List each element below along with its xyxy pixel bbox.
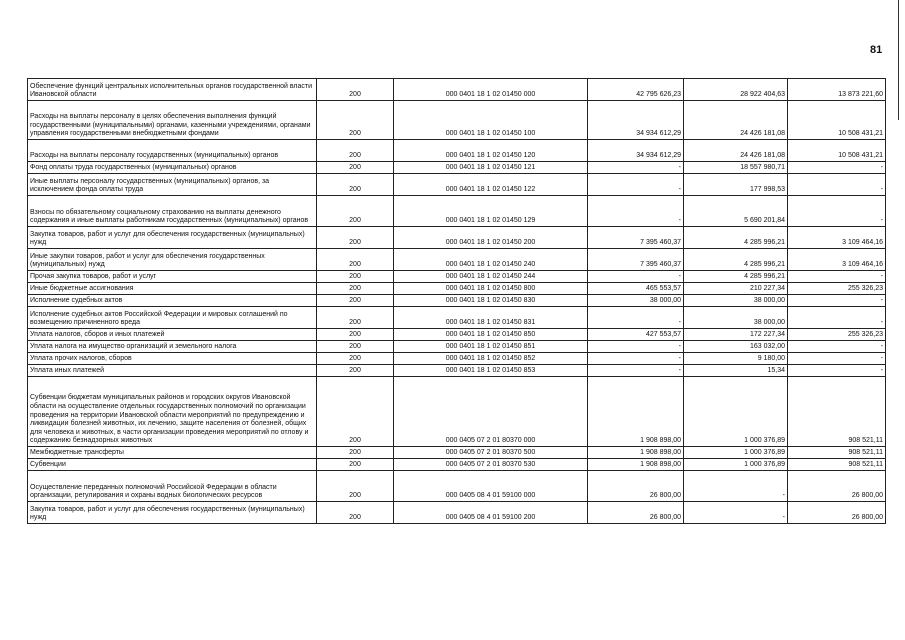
executed-amount: 210 227,34 — [684, 283, 788, 295]
line-code: 200 — [317, 79, 394, 101]
unexecuted-amount: 10 508 431,21 — [788, 140, 886, 162]
executed-amount: 28 922 404,63 — [684, 79, 788, 101]
expenditure-name: Фонд оплаты труда государственных (муниципальных) органов — [28, 162, 317, 174]
approved-amount: 42 795 626,23 — [588, 79, 684, 101]
table-row — [28, 162, 886, 174]
table-row — [28, 447, 886, 459]
table-row — [28, 329, 886, 341]
line-code: 200 — [317, 249, 394, 271]
expenditure-name: Исполнение судебных актов Российской Федерации и мировых соглашений по возмещению причиненного вреда — [28, 307, 317, 329]
budget-classification-code: 000 0401 18 1 02 01450 200 — [394, 227, 588, 249]
budget-classification-code: 000 0401 18 1 02 01450 100 — [394, 101, 588, 140]
table-row — [28, 271, 886, 283]
unexecuted-amount: - — [788, 271, 886, 283]
unexecuted-amount: 908 521,11 — [788, 459, 886, 471]
line-code: 200 — [317, 140, 394, 162]
line-code: 200 — [317, 162, 394, 174]
approved-amount: 465 553,57 — [588, 283, 684, 295]
unexecuted-amount: 255 326,23 — [788, 329, 886, 341]
unexecuted-amount: - — [788, 307, 886, 329]
expenditure-name: Закупка товаров, работ и услуг для обеспечения государственных (муниципальных) нужд — [28, 227, 317, 249]
expenditure-name: Расходы на выплаты персоналу в целях обеспечения выполнения функций государственными (муниципальными) органами, казенными учреждениями, органами управления государственными внебюджетными фондами — [28, 101, 317, 140]
line-code: 200 — [317, 271, 394, 283]
budget-classification-code: 000 0401 18 1 02 01450 850 — [394, 329, 588, 341]
line-code: 200 — [317, 502, 394, 524]
expenditure-name: Закупка товаров, работ и услуг для обеспечения государственных (муниципальных) нужд — [28, 502, 317, 524]
table-row — [28, 174, 886, 196]
table-row — [28, 101, 886, 140]
budget-classification-code: 000 0401 18 1 02 01450 800 — [394, 283, 588, 295]
approved-amount: - — [588, 365, 684, 377]
budget-classification-code: 000 0401 18 1 02 01450 851 — [394, 341, 588, 353]
budget-classification-code: 000 0401 18 1 02 01450 831 — [394, 307, 588, 329]
approved-amount: 26 800,00 — [588, 471, 684, 502]
expenditure-name: Субвенции — [28, 459, 317, 471]
budget-classification-code: 000 0401 18 1 02 01450 121 — [394, 162, 588, 174]
page-number: 81 — [870, 44, 883, 56]
executed-amount: 24 426 181,08 — [684, 140, 788, 162]
expenditure-name: Иные выплаты персоналу государственных (муниципальных) органов, за исключением фонда оплаты труда — [28, 174, 317, 196]
expenditure-name: Уплата иных платежей — [28, 365, 317, 377]
unexecuted-amount: - — [788, 196, 886, 227]
line-code: 200 — [317, 471, 394, 502]
unexecuted-amount: 255 326,23 — [788, 283, 886, 295]
table-row — [28, 353, 886, 365]
approved-amount: 1 908 898,00 — [588, 459, 684, 471]
unexecuted-amount: - — [788, 353, 886, 365]
line-code: 200 — [317, 459, 394, 471]
budget-classification-code: 000 0405 07 2 01 80370 500 — [394, 447, 588, 459]
unexecuted-amount: - — [788, 365, 886, 377]
executed-amount: 18 557 980,71 — [684, 162, 788, 174]
executed-amount: 177 998,53 — [684, 174, 788, 196]
executed-amount: 15,34 — [684, 365, 788, 377]
line-code: 200 — [317, 307, 394, 329]
approved-amount: 7 395 460,37 — [588, 227, 684, 249]
approved-amount: - — [588, 307, 684, 329]
budget-classification-code: 000 0401 18 1 02 01450 122 — [394, 174, 588, 196]
table-row — [28, 249, 886, 271]
budget-classification-code: 000 0401 18 1 02 01450 000 — [394, 79, 588, 101]
unexecuted-amount: 3 109 464,16 — [788, 249, 886, 271]
line-code: 200 — [317, 353, 394, 365]
unexecuted-amount: - — [788, 162, 886, 174]
unexecuted-amount: 10 508 431,21 — [788, 101, 886, 140]
expenditure-name: Уплата налога на имущество организаций и земельного налога — [28, 341, 317, 353]
executed-amount: 9 180,00 — [684, 353, 788, 365]
unexecuted-amount: 26 800,00 — [788, 471, 886, 502]
approved-amount: 26 800,00 — [588, 502, 684, 524]
unexecuted-amount: 13 873 221,60 — [788, 79, 886, 101]
expenditure-name: Иные бюджетные ассигнования — [28, 283, 317, 295]
executed-amount: 38 000,00 — [684, 307, 788, 329]
table-row — [28, 365, 886, 377]
expenditure-name: Прочая закупка товаров, работ и услуг — [28, 271, 317, 283]
approved-amount: - — [588, 174, 684, 196]
approved-amount: - — [588, 196, 684, 227]
approved-amount: 1 908 898,00 — [588, 377, 684, 447]
budget-classification-code: 000 0401 18 1 02 01450 852 — [394, 353, 588, 365]
approved-amount: 38 000,00 — [588, 295, 684, 307]
line-code: 200 — [317, 377, 394, 447]
budget-classification-code: 000 0401 18 1 02 01450 129 — [394, 196, 588, 227]
executed-amount: 4 285 996,21 — [684, 249, 788, 271]
budget-classification-code: 000 0405 07 2 01 80370 530 — [394, 459, 588, 471]
unexecuted-amount: 908 521,11 — [788, 447, 886, 459]
table-row — [28, 459, 886, 471]
executed-amount: 4 285 996,21 — [684, 271, 788, 283]
table-body — [28, 79, 886, 524]
budget-classification-code: 000 0405 08 4 01 59100 200 — [394, 502, 588, 524]
expenditure-name: Осуществление переданных полномочий Российской Федерации в области организации, регулирования и охраны водных биологических ресурсов — [28, 471, 317, 502]
expenditure-name: Межбюджетные трансферты — [28, 447, 317, 459]
budget-classification-code: 000 0405 08 4 01 59100 000 — [394, 471, 588, 502]
expenditure-name: Иные закупки товаров, работ и услуг для обеспечения государственных (муниципальных) нужд — [28, 249, 317, 271]
unexecuted-amount: 3 109 464,16 — [788, 227, 886, 249]
approved-amount: - — [588, 341, 684, 353]
table-row — [28, 502, 886, 524]
approved-amount: - — [588, 353, 684, 365]
line-code: 200 — [317, 101, 394, 140]
line-code: 200 — [317, 295, 394, 307]
executed-amount: 4 285 996,21 — [684, 227, 788, 249]
margin-line — [898, 0, 899, 120]
line-code: 200 — [317, 447, 394, 459]
executed-amount: 172 227,34 — [684, 329, 788, 341]
budget-classification-code: 000 0401 18 1 02 01450 244 — [394, 271, 588, 283]
table-row — [28, 196, 886, 227]
table-row — [28, 295, 886, 307]
table-row — [28, 283, 886, 295]
expenditure-name: Исполнение судебных актов — [28, 295, 317, 307]
approved-amount: - — [588, 162, 684, 174]
expenditure-name: Расходы на выплаты персоналу государственных (муниципальных) органов — [28, 140, 317, 162]
table-row — [28, 140, 886, 162]
expenditure-name: Уплата налогов, сборов и иных платежей — [28, 329, 317, 341]
table-row — [28, 471, 886, 502]
unexecuted-amount: - — [788, 341, 886, 353]
budget-classification-code: 000 0401 18 1 02 01450 120 — [394, 140, 588, 162]
executed-amount: 5 690 201,84 — [684, 196, 788, 227]
table-row — [28, 377, 886, 447]
budget-execution-table — [27, 78, 886, 524]
table-row — [28, 341, 886, 353]
executed-amount: 38 000,00 — [684, 295, 788, 307]
line-code: 200 — [317, 341, 394, 353]
budget-classification-code: 000 0405 07 2 01 80370 000 — [394, 377, 588, 447]
approved-amount: 427 553,57 — [588, 329, 684, 341]
table-row — [28, 227, 886, 249]
unexecuted-amount: - — [788, 174, 886, 196]
executed-amount: 1 000 376,89 — [684, 459, 788, 471]
approved-amount: 34 934 612,29 — [588, 140, 684, 162]
executed-amount: 1 000 376,89 — [684, 447, 788, 459]
approved-amount: 7 395 460,37 — [588, 249, 684, 271]
unexecuted-amount: 26 800,00 — [788, 502, 886, 524]
budget-classification-code: 000 0401 18 1 02 01450 853 — [394, 365, 588, 377]
approved-amount: 1 908 898,00 — [588, 447, 684, 459]
line-code: 200 — [317, 365, 394, 377]
expenditure-name: Субвенции бюджетам муниципальных районов и городских округов Ивановской области на осуществление отдельных государственных полномочий по организации проведения на территории Ивановской области мероприятий по предупреждению и ликвидации болезней животных, их лечению, защите населения от болезней, общих для человека и животных, в части организации проведения мероприятий по отлову и содержанию безнадзорных животных — [28, 377, 317, 447]
line-code: 200 — [317, 174, 394, 196]
executed-amount: - — [684, 502, 788, 524]
expenditure-name: Обеспечение функций центральных исполнительных органов государственной власти Ивановской области — [28, 79, 317, 101]
line-code: 200 — [317, 329, 394, 341]
executed-amount: 1 000 376,89 — [684, 377, 788, 447]
executed-amount: - — [684, 471, 788, 502]
table-row — [28, 79, 886, 101]
unexecuted-amount: 908 521,11 — [788, 377, 886, 447]
budget-classification-code: 000 0401 18 1 02 01450 240 — [394, 249, 588, 271]
expenditure-name: Взносы по обязательному социальному страхованию на выплаты денежного содержания и иные выплаты работникам государственных (муниципальных) органов — [28, 196, 317, 227]
approved-amount: - — [588, 271, 684, 283]
expenditure-name: Уплата прочих налогов, сборов — [28, 353, 317, 365]
executed-amount: 24 426 181,08 — [684, 101, 788, 140]
line-code: 200 — [317, 283, 394, 295]
approved-amount: 34 934 612,29 — [588, 101, 684, 140]
line-code: 200 — [317, 196, 394, 227]
table-row — [28, 307, 886, 329]
unexecuted-amount: - — [788, 295, 886, 307]
executed-amount: 163 032,00 — [684, 341, 788, 353]
budget-classification-code: 000 0401 18 1 02 01450 830 — [394, 295, 588, 307]
line-code: 200 — [317, 227, 394, 249]
